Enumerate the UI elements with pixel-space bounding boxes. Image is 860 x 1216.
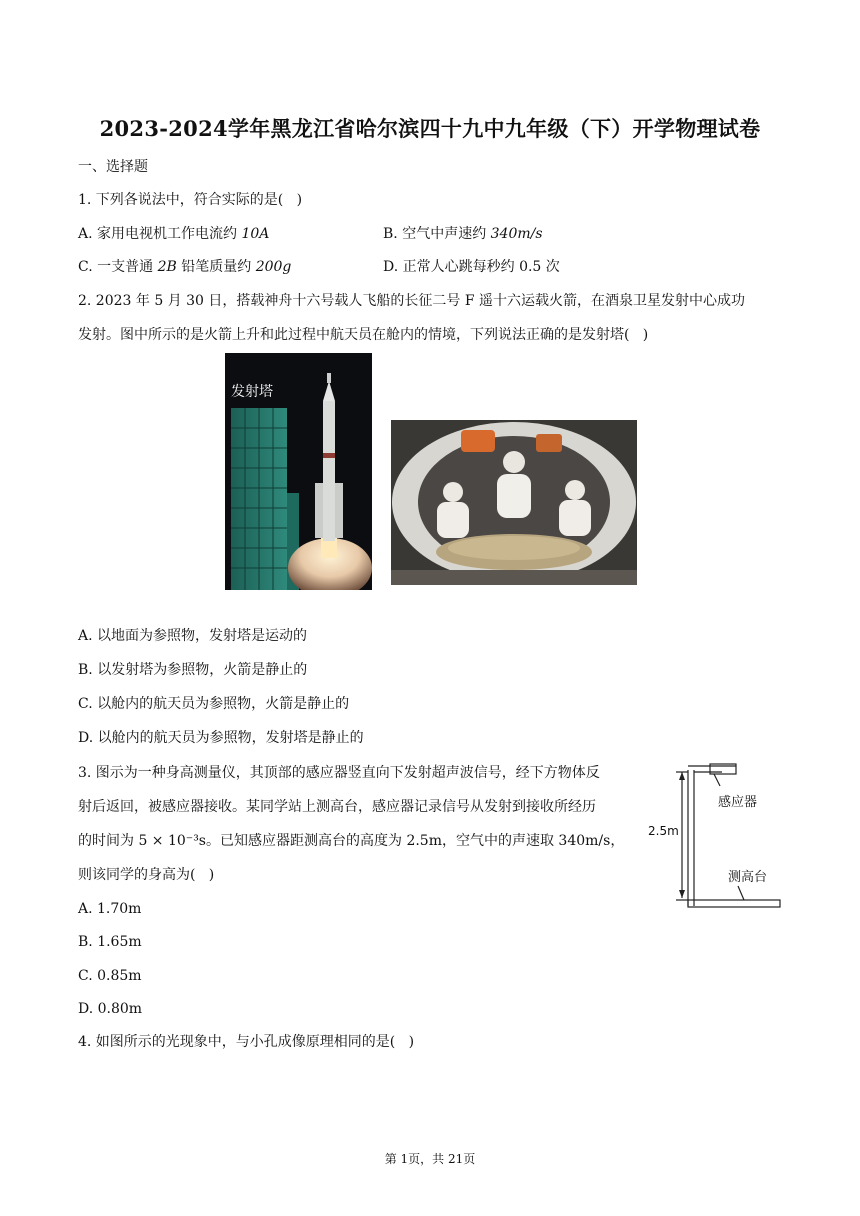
q1-option-b: B. 空气中声速约 340m/s (383, 226, 543, 242)
astronauts-cabin-photo (391, 420, 637, 585)
q1-option-c: C. 一支普通 2B 铅笔质量约 200g (78, 259, 292, 275)
exam-title: 2023-2024学年黑龙江省哈尔滨四十九中九年级（下）开学物理试卷 (99, 116, 761, 141)
q2-option-a: A. 以地面为参照物，发射塔是运动的 (78, 628, 308, 644)
launch-tower-label: 发射塔 (231, 384, 273, 400)
q3-option-c: C. 0.85m (78, 968, 142, 984)
q3-stem-line-3: 的时间为 5 × 10⁻³s。已知感应器距测高台的高度为 2.5m，空气中的声速取 340m/s， (78, 833, 625, 849)
q3-option-b: B. 1.65m (78, 934, 142, 950)
height-meter-diagram (648, 760, 784, 912)
page-footer: 第 1页，共 21页 (384, 1152, 476, 1166)
q4-stem: 4. 如图所示的光现象中，与小孔成像原理相同的是( ) (78, 1034, 415, 1050)
q1-option-a: A. 家用电视机工作电流约 10A (78, 226, 270, 242)
q2-stem-line-2: 发射。图中所示的是火箭上升和此过程中航天员在舱内的情境，下列说法正确的是发射塔( ) (78, 327, 649, 343)
q3-stem-line-1: 3. 图示为一种身高测量仪，其顶部的感应器竖直向下发射超声波信号，经下方物体反 (78, 765, 600, 781)
q3-stem-line-4: 则该同学的身高为( ) (78, 867, 215, 883)
q1-option-d: D. 正常人心跳每秒约 0.5 次 (383, 259, 560, 275)
q2-option-c: C. 以舱内的航天员为参照物，火箭是静止的 (78, 696, 350, 712)
q2-stem-line-1: 2. 2023 年 5 月 30 日，搭载神舟十六号载人飞船的长征二号 F 遥十六运载火箭，在酒泉卫星发射中心成功 (78, 293, 746, 309)
q3-stem-line-2: 射后返回，被感应器接收。某同学站上测高台，感应器记录信号从发射到接收所经历 (78, 799, 596, 815)
sensor-label: 感应器 (718, 795, 758, 810)
q2-option-d: D. 以舱内的航天员为参照物，发射塔是静止的 (78, 730, 364, 746)
rocket-launch-photo (225, 353, 372, 590)
q3-option-d: D. 0.80m (78, 1001, 143, 1017)
q3-option-a: A. 1.70m (78, 901, 142, 917)
platform-label: 测高台 (728, 870, 768, 885)
height-label: 2.5m (648, 824, 679, 838)
section-heading: 一、选择题 (78, 159, 148, 175)
q2-option-b: B. 以发射塔为参照物，火箭是静止的 (78, 662, 308, 678)
q1-stem: 1. 下列各说法中，符合实际的是( ) (78, 192, 303, 208)
